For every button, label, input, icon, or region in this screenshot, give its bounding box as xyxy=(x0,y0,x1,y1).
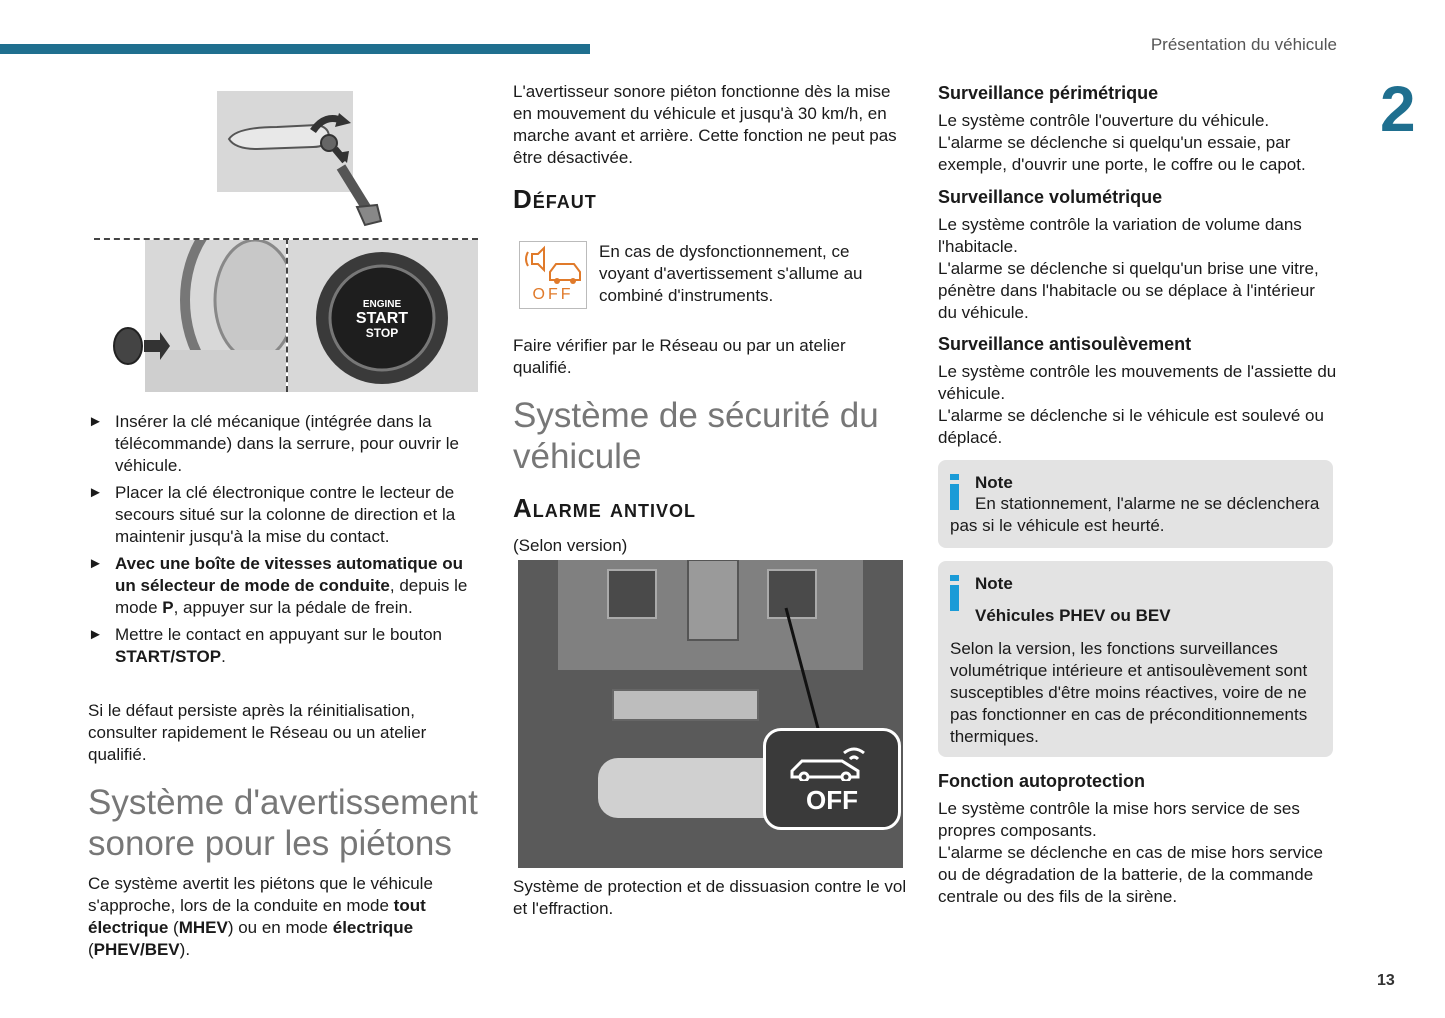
fonction-autoprotection: Fonction autoprotection Le système contrôle la mise hors service de ses propres composants. L'alarme se déclenche en cas de mise hors service ou de dégradation de la batterie, de la commande centrale ou des fils de la sirène. xyxy=(938,770,1338,908)
note-text: En stationnement, l'alarme ne se déclenchera pas si le véhicule est heurté. xyxy=(950,494,1320,535)
door-lock-illustration xyxy=(217,91,353,192)
running-title: Présentation du véhicule xyxy=(1150,35,1337,54)
ceiling-console-photo xyxy=(518,560,903,868)
alarm-off-label: OFF xyxy=(806,785,858,815)
triangle-bullet-icon: ► xyxy=(88,626,103,643)
page-number: 13 xyxy=(1377,972,1395,989)
info-icon xyxy=(950,575,959,611)
block-title: Surveillance antisoulèvement xyxy=(938,334,1192,354)
triangle-bullet-icon: ► xyxy=(88,555,103,572)
steering-column-illustration xyxy=(145,240,286,392)
note-title: Note xyxy=(975,574,1013,593)
note-title: Note xyxy=(975,473,1013,492)
block-title: Surveillance périmétrique xyxy=(938,83,1159,103)
defaut-title: Défaut xyxy=(513,184,597,214)
surveillance-volumetrique: Surveillance volumétrique Le système contrôle la variation de volume dans l'habitacle. L'alarme se déclenche si quelqu'un brise une vitre, pénètre dans l'habitacle ou se déplace à l'intérieur du véhicule. xyxy=(938,186,1338,324)
warning-light-icon xyxy=(519,241,587,309)
warning-light-off-label: OFF xyxy=(532,286,574,303)
alarm-title: Alarme antivol xyxy=(513,493,696,523)
chapter-number: 2 xyxy=(1380,73,1416,145)
list-item: ► Mettre le contact en appuyant sur le bouton START/STOP. xyxy=(88,625,442,666)
start-stop-illustration xyxy=(288,240,478,392)
note-text: Selon la version, les fonctions surveillances volumétrique intérieure et antisoulèvement sont susceptibles d'être moins réactives, voire de ne pas fonctionner en cas de préconditionnements thermiques. xyxy=(950,639,1308,746)
triangle-bullet-icon: ► xyxy=(88,413,103,430)
note-box-parking xyxy=(938,460,1333,548)
list-item: ► Insérer la clé mécanique (intégrée dans la télécommande) dans la serrure, pour ouvrir le véhicule. xyxy=(88,412,459,475)
block-title: Fonction autoprotection xyxy=(938,771,1145,791)
surveillance-perimetrique: Surveillance périmétrique Le système contrôle l'ouverture du véhicule. L'alarme se déclenche si quelqu'un essaie, par exemple, d'ouvrir une porte, le coffre ou le capot. xyxy=(938,82,1338,176)
warning-light-text: En cas de dysfonctionnement, ce voyant d'avertissement s'allume au combiné d'instruments. xyxy=(599,242,863,305)
start-button-stop-label: STOP xyxy=(365,326,399,340)
pedestrian-intro: L'avertisseur sonore piéton fonctionne dès la mise en mouvement du véhicule et jusqu'à 30 km/h, en marche avant et arrière. Cette fonction ne peut pas être désactivée. xyxy=(513,82,897,167)
list-item: ► Placer la clé électronique contre le lecteur de secours situé sur la colonne de direction et la maintenir jusqu'à la mise du contact. xyxy=(88,483,456,546)
check-text: Faire vérifier par le Réseau ou par un atelier qualifié. xyxy=(513,336,846,377)
pedestrian-warning-text: Ce système avertit les piétons que le véhicule s'approche, lors de la conduite en mode tout électrique (MHEV) ou en mode électrique (PHEV/BEV). xyxy=(88,874,433,959)
photo-caption: Système de protection et de dissuasion contre le vol et l'effraction. xyxy=(513,877,907,918)
start-button-start-label: START xyxy=(355,310,409,327)
block-title: Surveillance volumétrique xyxy=(938,187,1163,207)
persist-paragraph: Si le défaut persiste après la réinitialisation, consulter rapidement le Réseau ou un atelier qualifié. xyxy=(88,701,427,764)
steps-list xyxy=(88,411,483,673)
alarm-off-button xyxy=(763,728,901,830)
start-button-engine-label: ENGINE xyxy=(362,299,402,310)
note-subtitle: Véhicules PHEV ou BEV xyxy=(975,606,1171,625)
key-fob-icon xyxy=(110,322,170,368)
header-bar xyxy=(0,44,590,54)
pedestrian-warning-title: Système d'avertissement sonore pour les piétons xyxy=(88,783,478,863)
list-item: ► Avec une boîte de vitesses automatique ou un sélecteur de mode de conduite, depuis le mode P, appuyer sur la pédale de frein. xyxy=(88,554,468,617)
security-title: Système de sécurité du véhicule xyxy=(513,396,879,476)
triangle-bullet-icon: ► xyxy=(88,484,103,501)
surveillance-antisoulevement: Surveillance antisoulèvement Le système contrôle les mouvements de l'assiette du véhicule. L'alarme se déclenche si le véhicule est soulevé ou déplacé. xyxy=(938,334,1337,447)
note-box-phev xyxy=(938,561,1333,757)
version-note: (Selon version) xyxy=(513,536,628,555)
